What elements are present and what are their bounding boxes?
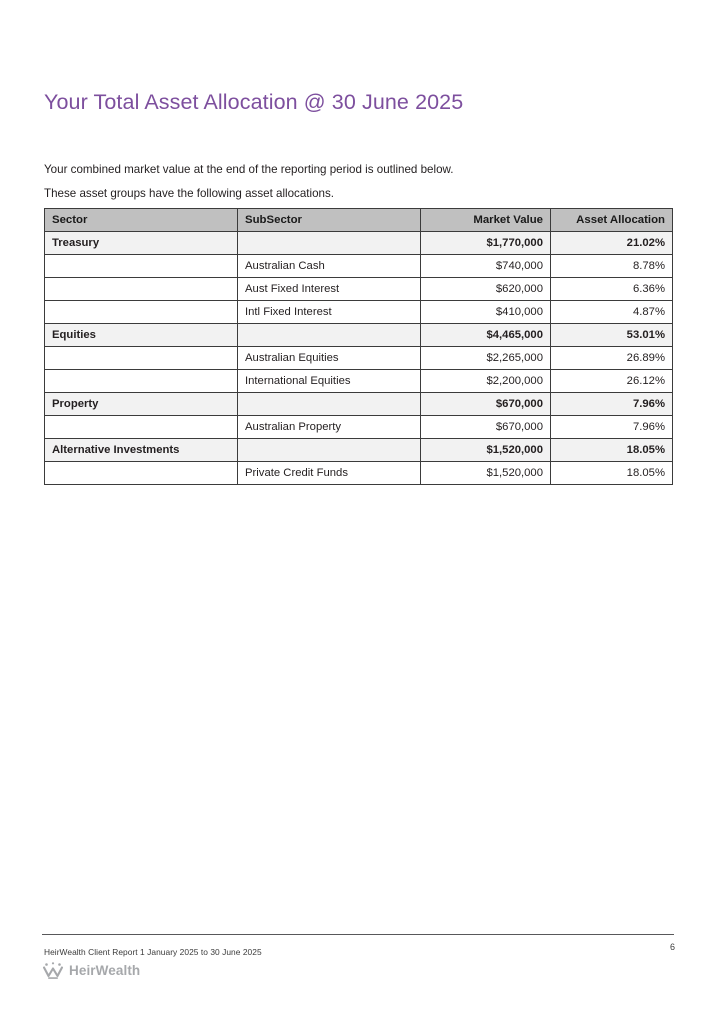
cell-sector [45,255,238,278]
asset-allocation-table-container [44,208,672,485]
cell-market-value: $670,000 [421,393,551,416]
cell-sector: Property [45,393,238,416]
column-header-asset-allocation: Asset Allocation [551,209,673,232]
page-title: Your Total Asset Allocation @ 30 June 2025 [44,90,464,115]
cell-subsector: Private Credit Funds [238,462,421,485]
cell-sector [45,347,238,370]
cell-market-value: $2,200,000 [421,370,551,393]
crown-icon [42,962,64,980]
cell-market-value: $2,265,000 [421,347,551,370]
footer-report-line: HeirWealth Client Report 1 January 2025 to 30 June 2025 [44,947,262,957]
footer-divider [42,934,674,935]
page-number: 6 [670,942,676,952]
cell-subsector: International Equities [238,370,421,393]
cell-subsector [238,232,421,255]
table-header [45,209,673,232]
cell-market-value: $670,000 [421,416,551,439]
table-row [45,416,673,439]
table-body [45,232,673,485]
cell-subsector [238,324,421,347]
cell-subsector [238,439,421,462]
intro-line-1: Your combined market value at the end of the reporting period is outlined below. [44,163,454,176]
column-header-market-value: Market Value [421,209,551,232]
cell-asset-allocation: 7.96% [551,393,673,416]
cell-sector [45,370,238,393]
cell-subsector: Australian Equities [238,347,421,370]
brand-wordmark: HeirWealth [69,963,141,979]
column-header-sector: Sector [45,209,238,232]
cell-sector [45,301,238,324]
cell-market-value: $1,520,000 [421,462,551,485]
cell-market-value: $410,000 [421,301,551,324]
cell-subsector: Aust Fixed Interest [238,278,421,301]
table-row [45,347,673,370]
intro-line-2: These asset groups have the following asset allocations. [44,187,335,200]
cell-sector: Equities [45,324,238,347]
footer-brand-logo [42,962,140,980]
table-row [45,301,673,324]
cell-market-value: $1,770,000 [421,232,551,255]
cell-sector [45,462,238,485]
cell-asset-allocation: 4.87% [551,301,673,324]
cell-asset-allocation: 18.05% [551,462,673,485]
table-row [45,462,673,485]
table-row [45,324,673,347]
cell-sector [45,416,238,439]
cell-sector: Treasury [45,232,238,255]
cell-subsector [238,393,421,416]
cell-subsector: Intl Fixed Interest [238,301,421,324]
cell-asset-allocation: 21.02% [551,232,673,255]
cell-asset-allocation: 6.36% [551,278,673,301]
table-row [45,370,673,393]
cell-asset-allocation: 26.12% [551,370,673,393]
table-row [45,232,673,255]
table-row [45,393,673,416]
cell-asset-allocation: 7.96% [551,416,673,439]
cell-asset-allocation: 26.89% [551,347,673,370]
cell-sector: Alternative Investments [45,439,238,462]
cell-asset-allocation: 18.05% [551,439,673,462]
cell-asset-allocation: 53.01% [551,324,673,347]
cell-market-value: $740,000 [421,255,551,278]
column-header-subsector: SubSector [238,209,421,232]
table-row [45,255,673,278]
table-header-row [45,209,673,232]
cell-subsector: Australian Property [238,416,421,439]
cell-asset-allocation: 8.78% [551,255,673,278]
cell-sector [45,278,238,301]
table-row [45,278,673,301]
cell-subsector: Australian Cash [238,255,421,278]
table-row [45,439,673,462]
cell-market-value: $620,000 [421,278,551,301]
cell-market-value: $4,465,000 [421,324,551,347]
asset-allocation-table [44,208,673,485]
cell-market-value: $1,520,000 [421,439,551,462]
